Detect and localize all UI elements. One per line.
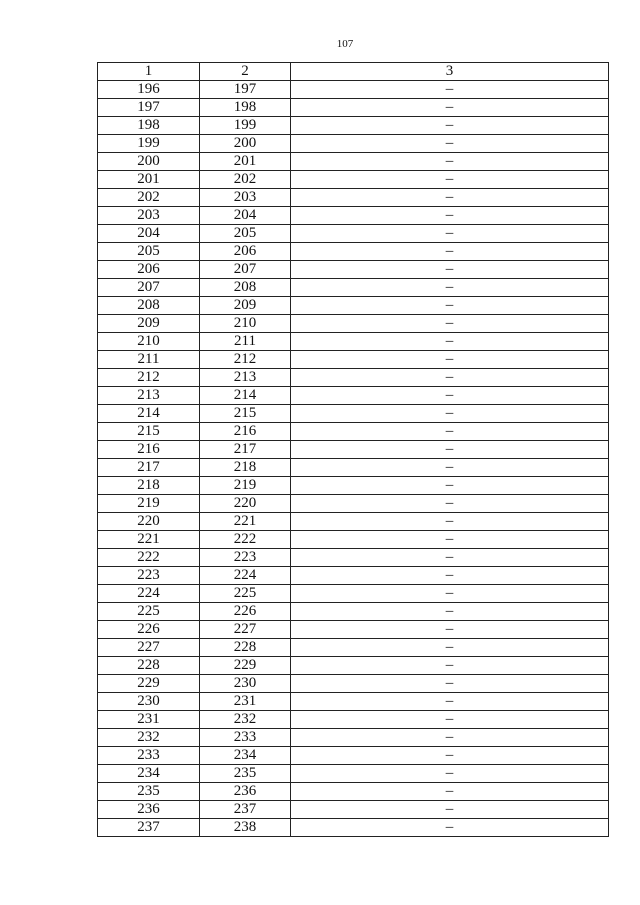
table-cell-col-3: – (291, 495, 609, 513)
table-cell-col-2: 233 (200, 729, 291, 747)
table-cell-col-2: 206 (200, 243, 291, 261)
table-cell-col-3: – (291, 369, 609, 387)
table-cell-col-2: 209 (200, 297, 291, 315)
table-cell-col-3: – (291, 315, 609, 333)
table-cell-col-1: 225 (98, 603, 200, 621)
table-cell-col-1: 212 (98, 369, 200, 387)
table-row (98, 423, 609, 441)
table-cell-col-3: – (291, 261, 609, 279)
table-cell-col-3: – (291, 297, 609, 315)
table-cell-col-3: – (291, 423, 609, 441)
table-cell-col-2: 232 (200, 711, 291, 729)
table-cell-col-3: – (291, 99, 609, 117)
table-row (98, 225, 609, 243)
table-row (98, 171, 609, 189)
table-row (98, 297, 609, 315)
table-cell-col-3: – (291, 513, 609, 531)
table-cell-col-3: – (291, 279, 609, 297)
table-row (98, 189, 609, 207)
table-cell-col-3: – (291, 549, 609, 567)
table-cell-col-2: 220 (200, 495, 291, 513)
table-cell-col-1: 197 (98, 99, 200, 117)
table-cell-col-1: 203 (98, 207, 200, 225)
table-cell-col-3: – (291, 117, 609, 135)
table-cell-col-3: – (291, 387, 609, 405)
table-cell-col-3: – (291, 729, 609, 747)
table-cell-col-2: 229 (200, 657, 291, 675)
table-row (98, 549, 609, 567)
table-cell-col-2: 223 (200, 549, 291, 567)
table-row (98, 675, 609, 693)
table-body (98, 81, 609, 837)
table-cell-col-1: 237 (98, 819, 200, 837)
table-row (98, 603, 609, 621)
table-cell-col-1: 222 (98, 549, 200, 567)
table-row (98, 531, 609, 549)
table-row (98, 261, 609, 279)
table-cell-col-1: 224 (98, 585, 200, 603)
table-cell-col-2: 212 (200, 351, 291, 369)
table-cell-col-2: 216 (200, 423, 291, 441)
table-row (98, 765, 609, 783)
table-row (98, 729, 609, 747)
table-cell-col-1: 196 (98, 81, 200, 99)
table-cell-col-2: 231 (200, 693, 291, 711)
table-row (98, 333, 609, 351)
table-cell-col-2: 225 (200, 585, 291, 603)
table-cell-col-1: 200 (98, 153, 200, 171)
table-cell-col-3: – (291, 531, 609, 549)
table-cell-col-3: – (291, 801, 609, 819)
table-cell-col-1: 208 (98, 297, 200, 315)
table-row (98, 585, 609, 603)
table-row (98, 711, 609, 729)
table-cell-col-1: 209 (98, 315, 200, 333)
table-cell-col-2: 219 (200, 477, 291, 495)
table-cell-col-3: – (291, 747, 609, 765)
table-cell-col-2: 214 (200, 387, 291, 405)
table-cell-col-3: – (291, 765, 609, 783)
table-row (98, 207, 609, 225)
table-cell-col-3: – (291, 459, 609, 477)
table-cell-col-1: 210 (98, 333, 200, 351)
table-row (98, 315, 609, 333)
table-cell-col-1: 204 (98, 225, 200, 243)
table-cell-col-3: – (291, 585, 609, 603)
table-cell-col-3: – (291, 225, 609, 243)
table-cell-col-2: 235 (200, 765, 291, 783)
table-cell-col-1: 232 (98, 729, 200, 747)
table-cell-col-1: 207 (98, 279, 200, 297)
table-cell-col-1: 230 (98, 693, 200, 711)
table-header-row (98, 63, 609, 81)
table-cell-col-2: 238 (200, 819, 291, 837)
table-cell-col-1: 199 (98, 135, 200, 153)
data-table (97, 62, 609, 837)
table-row (98, 783, 609, 801)
table-cell-col-2: 234 (200, 747, 291, 765)
table-cell-col-1: 233 (98, 747, 200, 765)
table-cell-col-2: 228 (200, 639, 291, 657)
table-cell-col-3: – (291, 243, 609, 261)
table-cell-col-1: 206 (98, 261, 200, 279)
table-cell-col-1: 223 (98, 567, 200, 585)
table-cell-col-3: – (291, 441, 609, 459)
table-row (98, 819, 609, 837)
table-cell-col-3: – (291, 171, 609, 189)
table-cell-col-2: 222 (200, 531, 291, 549)
page-number: 107 (336, 38, 354, 50)
table-cell-col-3: – (291, 189, 609, 207)
table-cell-col-3: – (291, 675, 609, 693)
table-cell-col-1: 227 (98, 639, 200, 657)
table-cell-col-3: – (291, 207, 609, 225)
table-cell-col-3: – (291, 477, 609, 495)
table-row (98, 405, 609, 423)
table-cell-col-1: 198 (98, 117, 200, 135)
table-row (98, 495, 609, 513)
table-cell-col-1: 213 (98, 387, 200, 405)
table-cell-col-3: – (291, 567, 609, 585)
table-cell-col-3: – (291, 711, 609, 729)
table-row (98, 639, 609, 657)
table-cell-col-2: 202 (200, 171, 291, 189)
table-row (98, 153, 609, 171)
table-row (98, 387, 609, 405)
table-cell-col-1: 221 (98, 531, 200, 549)
table-cell-col-2: 198 (200, 99, 291, 117)
table-row (98, 621, 609, 639)
table-cell-col-2: 218 (200, 459, 291, 477)
table-row (98, 243, 609, 261)
table-cell-col-2: 201 (200, 153, 291, 171)
table-cell-col-3: – (291, 819, 609, 837)
table-cell-col-1: 218 (98, 477, 200, 495)
table-cell-col-2: 217 (200, 441, 291, 459)
table-row (98, 441, 609, 459)
table-row (98, 693, 609, 711)
table-cell-col-3: – (291, 135, 609, 153)
table-header (98, 63, 609, 81)
column-header-1: 1 (98, 63, 200, 81)
table-row (98, 351, 609, 369)
table-cell-col-2: 207 (200, 261, 291, 279)
table-cell-col-2: 199 (200, 117, 291, 135)
table-row (98, 135, 609, 153)
table-cell-col-3: – (291, 153, 609, 171)
table-row (98, 279, 609, 297)
table-cell-col-1: 201 (98, 171, 200, 189)
table-cell-col-1: 229 (98, 675, 200, 693)
table-cell-col-1: 211 (98, 351, 200, 369)
table-cell-col-1: 202 (98, 189, 200, 207)
table-row (98, 801, 609, 819)
table-cell-col-1: 231 (98, 711, 200, 729)
table-cell-col-2: 213 (200, 369, 291, 387)
table-row (98, 459, 609, 477)
table-cell-col-1: 205 (98, 243, 200, 261)
table-cell-col-1: 214 (98, 405, 200, 423)
table-cell-col-1: 235 (98, 783, 200, 801)
table-cell-col-3: – (291, 783, 609, 801)
table-cell-col-2: 203 (200, 189, 291, 207)
table-cell-col-3: – (291, 405, 609, 423)
table-cell-col-2: 204 (200, 207, 291, 225)
table-cell-col-3: – (291, 603, 609, 621)
table-cell-col-2: 197 (200, 81, 291, 99)
table-cell-col-2: 215 (200, 405, 291, 423)
table-row (98, 81, 609, 99)
table-cell-col-2: 205 (200, 225, 291, 243)
table-cell-col-2: 237 (200, 801, 291, 819)
table-cell-col-3: – (291, 693, 609, 711)
table-cell-col-3: – (291, 351, 609, 369)
table-cell-col-3: – (291, 333, 609, 351)
table-row (98, 117, 609, 135)
table-cell-col-3: – (291, 81, 609, 99)
table-row (98, 567, 609, 585)
table-cell-col-3: – (291, 621, 609, 639)
table-cell-col-3: – (291, 639, 609, 657)
table-cell-col-1: 217 (98, 459, 200, 477)
table-cell-col-1: 228 (98, 657, 200, 675)
table-cell-col-1: 215 (98, 423, 200, 441)
table-cell-col-1: 220 (98, 513, 200, 531)
table-cell-col-1: 216 (98, 441, 200, 459)
table-row (98, 513, 609, 531)
column-header-2: 2 (200, 63, 291, 81)
table-cell-col-2: 224 (200, 567, 291, 585)
table-cell-col-2: 221 (200, 513, 291, 531)
table-cell-col-2: 211 (200, 333, 291, 351)
table-cell-col-1: 236 (98, 801, 200, 819)
table-cell-col-2: 210 (200, 315, 291, 333)
table-row (98, 99, 609, 117)
table-cell-col-1: 219 (98, 495, 200, 513)
table-cell-col-2: 230 (200, 675, 291, 693)
table-row (98, 477, 609, 495)
table-row (98, 369, 609, 387)
table-cell-col-2: 208 (200, 279, 291, 297)
table-cell-col-3: – (291, 657, 609, 675)
table-cell-col-1: 234 (98, 765, 200, 783)
table-cell-col-2: 236 (200, 783, 291, 801)
column-header-3: 3 (291, 63, 609, 81)
table-cell-col-2: 200 (200, 135, 291, 153)
table-row (98, 747, 609, 765)
table-cell-col-2: 226 (200, 603, 291, 621)
table-row (98, 657, 609, 675)
table-cell-col-2: 227 (200, 621, 291, 639)
table-cell-col-1: 226 (98, 621, 200, 639)
